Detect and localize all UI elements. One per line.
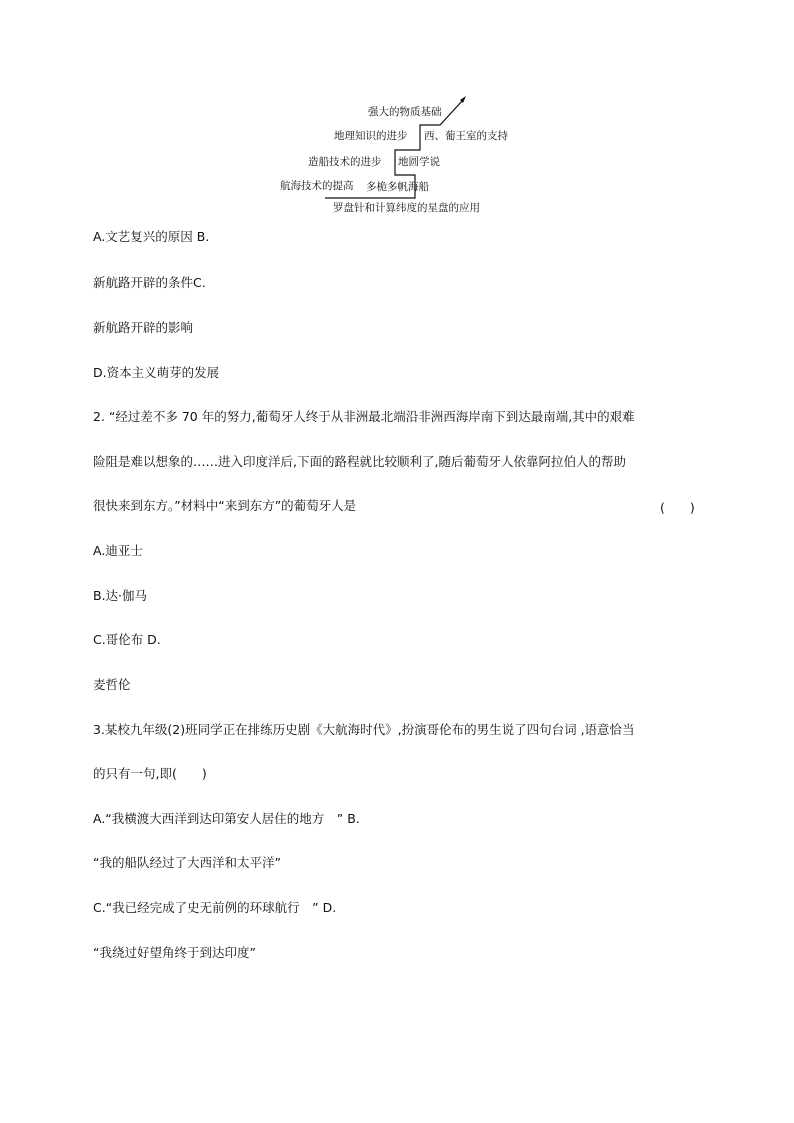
step-right-1: 西、葡王室的支持 — [424, 130, 508, 142]
q1-option-d: D.资本主义萌芽的发展 — [93, 365, 220, 380]
step-left-2: 造船技术的进步 — [308, 156, 382, 168]
step-left-3: 航海技术的提高 — [280, 180, 354, 192]
q2-stem-line2: 险阻是难以想象的……进入印度洋后,下面的路程就比较顺利了,随后葡萄牙人依靠阿拉伯人的帮助 — [93, 454, 626, 469]
q3-stem-line2: 的只有一句,即( ) — [93, 766, 207, 781]
staircase-diagram — [270, 90, 510, 220]
q2-option-cd: C.哥伦布 D. — [93, 632, 161, 647]
q3-option-cd: C.“我已经完成了史无前例的环球航行 ” D. — [93, 900, 337, 915]
step-left-1: 地理知识的进步 — [334, 130, 408, 142]
q2-stem-line1: 2. “经过差不多 70 年的努力,葡萄牙人终于从非洲最北端沿非洲西海岸南下到达最南端,其中的艰难 — [93, 409, 635, 424]
top-label: 强大的物质基础 — [368, 106, 442, 118]
q1-option-a: A.文艺复兴的原因 B. — [93, 229, 210, 244]
step-right-3: 多桅多帆海船 — [366, 181, 429, 193]
q2-option-b: B.达·伽马 — [93, 588, 148, 603]
q3-option-b-text: “我的船队经过了大西洋和太平洋” — [93, 855, 281, 870]
q1-option-c: 新航路开辟的影响 — [93, 320, 194, 335]
q3-option-ab: A.“我横渡大西洋到达印第安人居住的地方 ” B. — [93, 811, 360, 826]
step-right-2: 地圆学说 — [398, 156, 440, 168]
q3-option-d-text: “我绕过好望角终于到达印度” — [93, 945, 256, 960]
base-label: 罗盘针和计算纬度的星盘的应用 — [333, 202, 480, 214]
q2-answer-blank: ( ) — [660, 500, 695, 515]
q1-option-b: 新航路开辟的条件C. — [93, 275, 206, 290]
q2-option-d-text: 麦哲伦 — [93, 677, 131, 692]
q2-stem-line3: 很快来到东方。”材料中“来到东方”的葡萄牙人是 — [93, 498, 357, 513]
q3-stem-line1: 3.某校九年级(2)班同学正在排练历史剧《大航海时代》,扮演哥伦布的男生说了四句台词 ,语意恰当 — [93, 722, 635, 737]
q2-option-a: A.迪亚士 — [93, 543, 143, 558]
